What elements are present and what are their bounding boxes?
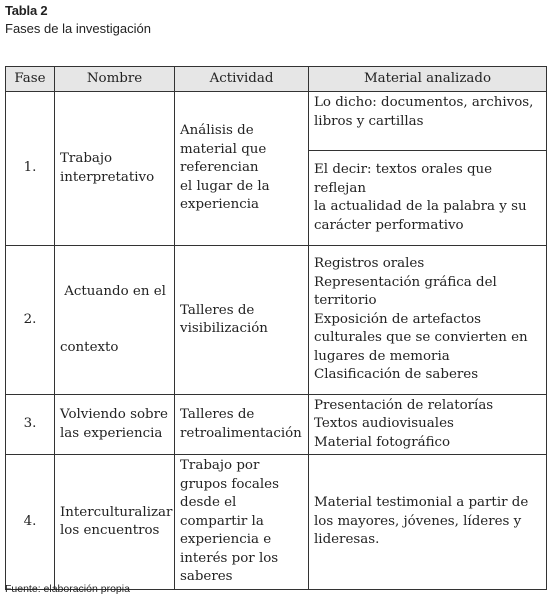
fase-cell: 1. xyxy=(6,92,55,246)
nombre-cell: Volviendo sobre las experiencia xyxy=(55,395,175,455)
actividad-cell: Talleres de visibilización xyxy=(175,246,309,395)
header-material: Material analizado xyxy=(309,67,547,92)
actividad-cell: Trabajo por grupos focales desde el compartir la experiencia e interés por los saberes xyxy=(175,455,309,590)
material-cell: Registros orales Representación gráfica del territorio Exposición de artefactos culturales que se convierten en lugares de memoria Clasificación de saberes xyxy=(309,246,547,395)
actividad-cell: Talleres de retroalimentación xyxy=(175,395,309,455)
fase-cell: 3. xyxy=(6,395,55,455)
header-row xyxy=(6,67,547,92)
header-fase: Fase xyxy=(6,67,55,92)
header-nombre: Nombre xyxy=(55,67,175,92)
fase-cell: 4. xyxy=(6,455,55,590)
phases-table xyxy=(5,66,547,590)
nombre-cell: Actuando en el contexto xyxy=(55,246,175,395)
material-cell: Presentación de relatorías Textos audiovisuales Material fotográfico xyxy=(309,395,547,455)
material-cell: Material testimonial a partir de los mayores, jóvenes, líderes y lideresas. xyxy=(309,455,547,590)
fase-cell: 2. xyxy=(6,246,55,395)
table-row xyxy=(6,455,547,590)
table-row xyxy=(6,395,547,455)
actividad-cell: Análisis de material que referencian el lugar de la experiencia xyxy=(175,92,309,246)
material-cell: Lo dicho: documentos, archivos, libros y cartillas xyxy=(309,92,547,151)
nombre-cell: Interculturalizar los encuentros xyxy=(55,455,175,590)
table-title: Fases de la investigación xyxy=(5,21,151,36)
table-number: Tabla 2 xyxy=(5,3,48,18)
header-actividad: Actividad xyxy=(175,67,309,92)
table-row xyxy=(6,92,547,151)
material-cell: El decir: textos orales que reflejan la actualidad de la palabra y su carácter performativo xyxy=(309,151,547,246)
table-row xyxy=(6,246,547,395)
source-note: Fuente: elaboración propia xyxy=(5,583,130,595)
nombre-cell: Trabajo interpretativo xyxy=(55,92,175,246)
